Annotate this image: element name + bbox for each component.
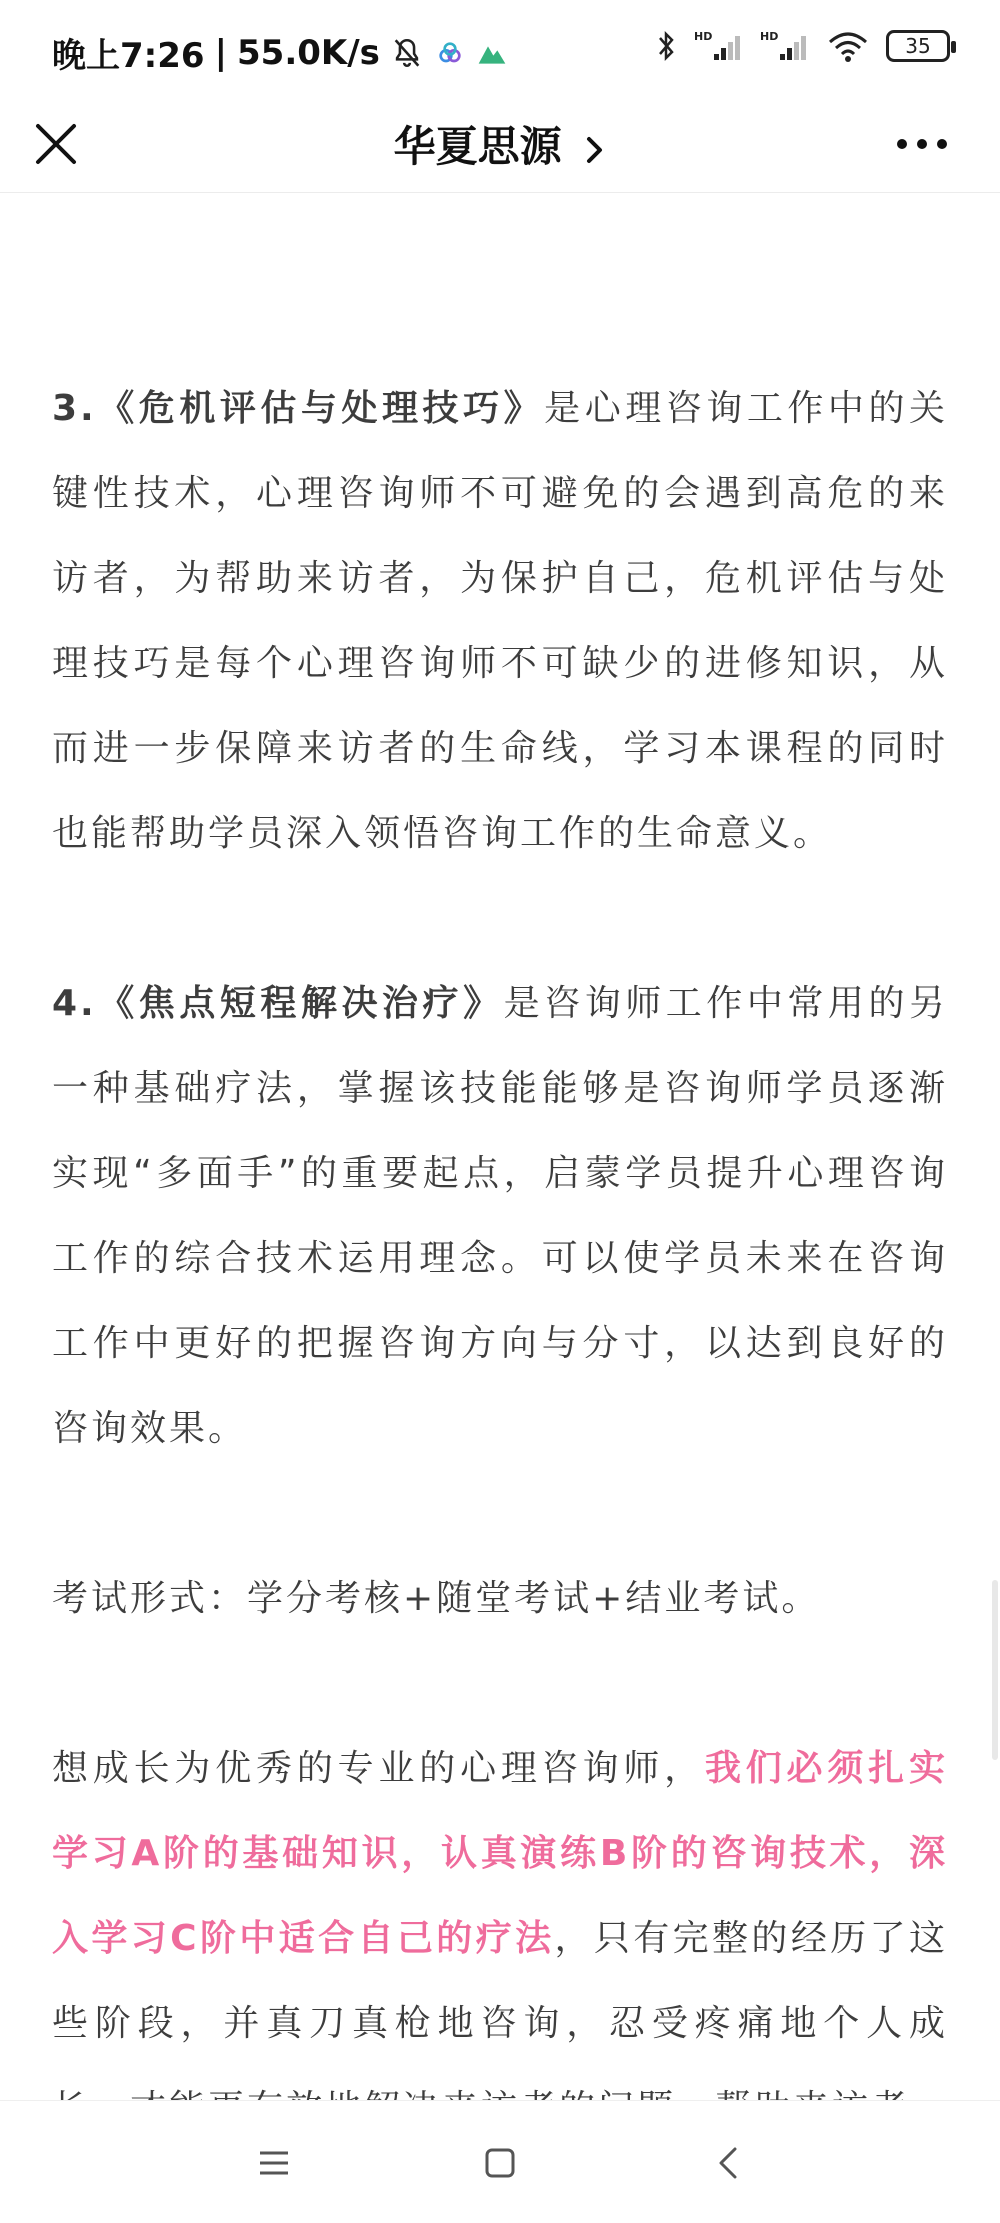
status-bar xyxy=(0,0,1000,96)
paragraph-6-text-a: 想成长为优秀的专业的心理咨询师， xyxy=(52,1748,705,1789)
bluetooth-icon xyxy=(654,28,678,64)
svg-text:HD: HD xyxy=(694,30,713,43)
account-title[interactable] xyxy=(0,114,1000,174)
paragraph-3-text: 是心理咨询工作中的关键性技术，心理咨询师不可避免的会遇到高危的来访者，为帮助来访者，为保护自己，危机评估与处理技巧是每个心理咨询师不可缺少的进修知识，从而进一步保障来访者的生命线，学习本课程的同时也能帮助学员深入领悟咨询工作的生命意义。 xyxy=(52,388,948,854)
paragraph-3 xyxy=(52,366,948,876)
status-left xyxy=(52,28,508,77)
scrollbar[interactable] xyxy=(992,1580,998,1760)
more-icon[interactable] xyxy=(892,126,952,162)
system-nav-bar xyxy=(0,2100,1000,2223)
menu-icon[interactable] xyxy=(246,2135,302,2191)
app-icon-b xyxy=(476,37,508,69)
battery-level: 35 xyxy=(905,34,931,58)
signal-hd-icon xyxy=(760,28,810,64)
course-title-3: 3.《危机评估与处理技巧》 xyxy=(52,388,545,429)
paragraph-4-text: 是咨询师工作中常用的另一种基础疗法，掌握该技能能够是咨询师学员逐渐实现“多面手”的重要起点，启蒙学员提升心理咨询工作的综合技术运用理念。可以使学员未来在咨询工作中更好的把握咨询方向与分寸，以达到良好的咨询效果。 xyxy=(52,983,948,1449)
paragraph-4 xyxy=(52,961,948,1471)
chevron-right-icon[interactable] xyxy=(584,133,606,167)
battery-icon xyxy=(886,30,950,62)
app-icon-a xyxy=(434,37,466,69)
home-icon[interactable] xyxy=(472,2135,528,2191)
bell-off-icon xyxy=(390,36,424,70)
status-time: 晚上7:26 xyxy=(52,36,205,76)
status-divider: | xyxy=(214,32,227,73)
back-icon[interactable] xyxy=(702,2135,758,2191)
page-title[interactable]: 华夏思源 xyxy=(393,122,562,171)
paragraph-6-text-b: ，只有完整的经历了这些阶段，并真刀真枪地咨询，忍受疼痛地个人成 xyxy=(52,1918,948,2044)
exam-format xyxy=(52,1556,948,1641)
signal-hd-icon xyxy=(694,28,744,64)
wifi-icon xyxy=(826,28,870,64)
highlight-text: 我们必须扎实学习A阶的基础知识，认真演练B阶的咨询技术，深入学习C阶中适合自己的疗法 xyxy=(52,1748,948,1959)
status-right xyxy=(654,28,950,64)
exam-format-text: 考试形式：学分考核+随堂考试+结业考试。 xyxy=(52,1578,821,1619)
status-speed: 55.0K/s xyxy=(237,32,380,73)
course-title-4: 4.《焦点短程解决治疗》 xyxy=(52,983,504,1024)
paragraph-6 xyxy=(52,1726,948,2151)
title-bar xyxy=(0,96,1000,193)
svg-text:HD: HD xyxy=(760,30,779,43)
